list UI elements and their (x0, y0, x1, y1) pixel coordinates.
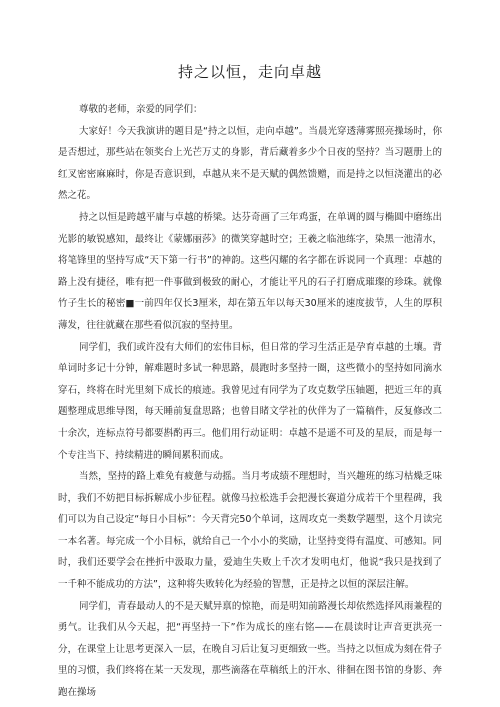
paragraph-bridge: 持之以恒是跨越平庸与卓越的桥梁。达芬奇画了三年鸡蛋，在单调的圆与椭圆中磨练出光影的敏锐感知，最终让《蒙娜丽莎》的微笑穿越时空；王羲之临池练字，染黑一池清水，将笔锋里的坚持写成“天下第一行书”的神韵。这些闪耀的名字都在诉说同一个真理：卓越的路上没有捷径，唯有把一件事做到极致的耐心，才能让平凡的石子打磨成璀璨的珍珠。就像竹子生长的秘密■一前四年仅长3厘米，却在第五年以每天30厘米的速度拔节，人生的厚积薄发，往往就藏在那些看似沉寂的坚持里。 (58, 211, 442, 331)
paragraph-daily-life: 同学们，我们或许没有大师们的宏伟目标，但日常的学习生活正是孕育卓越的土壤。背单词时多记十分钟，解难题时多试一种思路，晨跑时多坚持一圈，这些微小的坚持如同滴水穿石，终将在时光里刻下成长的痕迹。我曾见过有同学为了攻克数学压轴题，把近三年的真题整理成思维导图，每天睡前复盘思路；也曾目睹文学社的伙伴为了一篇稿件，反复修改二十余次，连标点符号都要斟酌再三。他们用行动证明：卓越不是遥不可及的星辰，而是每一个专注当下、持续精进的瞬间累积而成。 (58, 341, 442, 461)
paragraph-conclusion: 同学们，青春最动人的不是天赋异禀的惊艳，而是明知前路漫长却依然选择风雨兼程的勇气。让我们从今天起，把“再坚持一下”作为成长的座右铭——在晨读时让声音更洪亮一分，在课堂上让思考更深入一层，在晚自习后让复习更细致一些。当持之以恒成为刻在骨子里的习惯，我们终将在某一天发现，那些滴落在草稿纸上的汗水、徘徊在图书馆的身影、奔跑在操场 (58, 600, 442, 699)
salutation: 尊敬的老师，亲爱的同学们： (79, 104, 203, 115)
document-title: 持之以恒，走向卓越 (177, 63, 322, 81)
paragraph-obstacles: 当然，坚持的路上难免有疲惫与动摇。当月考成绩不理想时，当兴趣班的练习枯燥乏味时，我们不妨把目标拆解成小步征程。就像马拉松选手会把漫长赛道分成若干个里程碑，我们可以为自己设定“每日小目标”：今天背完50个单词，这周攻克一类数学题型，这个月读完一本名著。每完成一个小目标，就给自己一个小小的奖励，让坚持变得有温度、可感知。同时，我们还要学会在挫折中汲取力量，爱迪生失败上千次才发明电灯，他说“我只是找到了一千种不能成功的方法”，这种将失败转化为经验的智慧，正是持之以恒的深层注解。 (58, 471, 442, 591)
paragraph-intro: 大家好！今天我演讲的题目是“持之以恒，走向卓越”。当晨光穿透薄雾照亮操场时，你是否想过，那些站在领奖台上光芒万丈的身影，背后藏着多少个日夜的坚持？当习题册上的红叉密密麻麻时，你是否意识到，卓越从来不是天赋的偶然馈赠，而是持之以恒浇灌出的必然之花。 (58, 125, 442, 202)
